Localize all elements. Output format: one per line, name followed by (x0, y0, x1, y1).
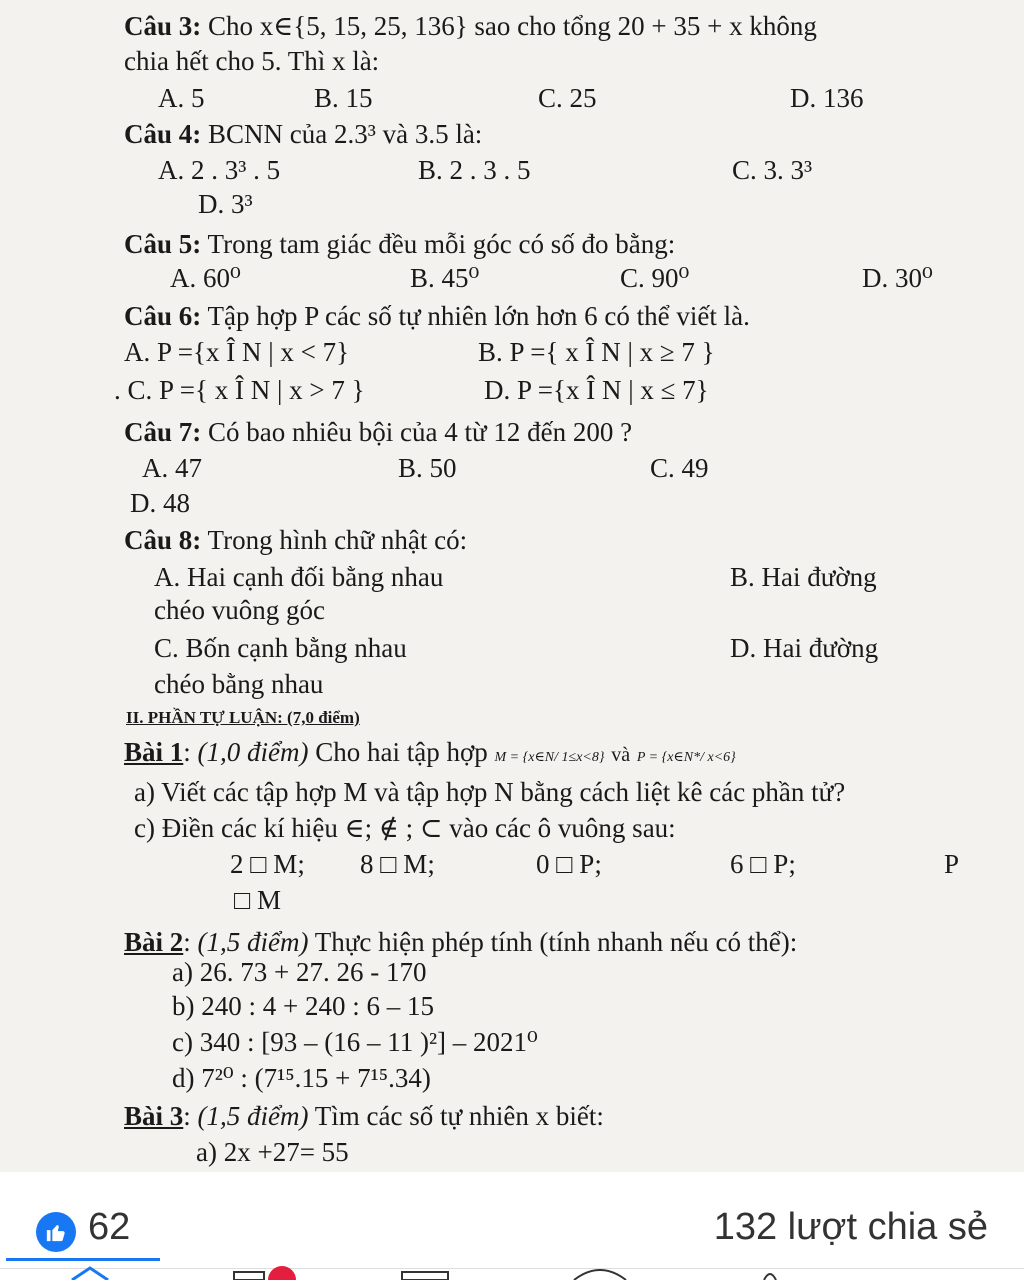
bai2-c: c) 340 : [93 – (16 – 11 )²] – 2021⁰ (172, 1027, 538, 1057)
bai1-fill-6: □ M (234, 885, 282, 915)
q8-option-a: A. Hai cạnh đối bằng nhau (154, 562, 444, 592)
bai2-d: d) 7²⁰ : (7¹⁵.15 + 7¹⁵.34) (172, 1063, 431, 1093)
bai2-a: a) 26. 73 + 27. 26 - 170 (172, 957, 427, 987)
q3-option-d: D. 136 (790, 83, 864, 113)
bai1-fill-5: P (944, 849, 960, 879)
q3-option-a: A. 5 (158, 83, 205, 113)
q8-option-d-cont: chéo bằng nhau (154, 669, 324, 699)
share-count[interactable]: 132 lượt chia sẻ (713, 1206, 988, 1248)
q3-option-c: C. 25 (538, 83, 597, 113)
bai1-c: c) Điền các kí hiệu ∈; ∉ ; ⊂ vào các ô vuông sau: (134, 813, 676, 843)
active-tab-indicator (6, 1258, 160, 1261)
thumbs-up-icon (45, 1221, 67, 1243)
q5-option-a: A. 60⁰ (170, 263, 241, 293)
q8-line: Câu 8: Trong hình chữ nhật có: (124, 525, 468, 555)
q6-option-a: A. P ={x Î N | x < 7} (124, 337, 350, 367)
bai1-fill-2: 8 □ M; (360, 849, 435, 879)
q4-option-a: A. 2 . 3³ . 5 (158, 155, 281, 185)
q5-option-c: C. 90⁰ (620, 263, 690, 293)
bai1-fill-3: 0 □ P; (536, 849, 602, 879)
q5-option-b: B. 45⁰ (410, 263, 480, 293)
like-count[interactable]: 62 (88, 1206, 131, 1248)
bai3-line: Bài 3: (1,5 điểm) Tìm các số tự nhiên x biết: (124, 1101, 604, 1131)
q7-option-c: C. 49 (650, 453, 709, 483)
profile-icon[interactable] (570, 1266, 630, 1280)
q7-line: Câu 7: Có bao nhiêu bội của 4 từ 12 đến 200 ? (124, 417, 633, 447)
q3-line2: chia hết cho 5. Thì x là: (124, 46, 380, 76)
q4-option-b: B. 2 . 3 . 5 (418, 155, 531, 185)
section-2-heading: II. PHẦN TỰ LUẬN: (7,0 điểm) (126, 708, 360, 727)
bell-icon[interactable] (750, 1266, 790, 1280)
q3-line1: Câu 3: Cho x∈{5, 15, 25, 136} sao cho tổng 20 + 35 + x không (124, 11, 817, 41)
q8-option-d: D. Hai đường (730, 633, 879, 663)
q6-line: Câu 6: Tập hợp P các số tự nhiên lớn hơn 6 có thể viết là. (124, 301, 750, 331)
bai1-a: a) Viết các tập hợp M và tập hợp N bằng cách liệt kê các phần tử? (134, 777, 846, 807)
divider (0, 1268, 1024, 1269)
home-icon[interactable] (70, 1266, 110, 1280)
bai3-a: a) 2x +27= 55 (196, 1137, 349, 1167)
bai1-line: Bài 1: (1,0 điểm) Cho hai tập hợp M = {x∈N/ 1≤x<8} và P = {x∈N*/ x<6} (124, 737, 736, 767)
like-reaction-icon[interactable] (36, 1212, 76, 1252)
q6-option-b: B. P ={ x Î N | x ≥ 7 } (478, 337, 715, 367)
bai2-line: Bài 2: (1,5 điểm) Thực hiện phép tính (tính nhanh nếu có thể): (124, 927, 798, 957)
q6-option-c: . C. P ={ x Î N | x > 7 } (114, 375, 365, 405)
q7-option-d: D. 48 (130, 488, 190, 518)
q7-option-a: A. 47 (142, 453, 202, 483)
menu-icon[interactable] (400, 1266, 450, 1280)
q7-option-b: B. 50 (398, 453, 457, 483)
q8-option-b-cont: chéo vuông góc (154, 595, 325, 625)
q8-option-c: C. Bốn cạnh bằng nhau (154, 633, 407, 663)
bai1-fill-4: 6 □ P; (730, 849, 796, 879)
q8-option-b: B. Hai đường (730, 562, 877, 592)
q4-option-d: D. 3³ (198, 189, 253, 219)
bai2-b: b) 240 : 4 + 240 : 6 – 15 (172, 991, 434, 1021)
q4-option-c: C. 3. 3³ (732, 155, 813, 185)
q4-line: Câu 4: BCNN của 2.3³ và 3.5 là: (124, 119, 483, 149)
notifications-icon[interactable] (230, 1266, 300, 1280)
bai1-fill-1: 2 □ M; (230, 849, 305, 879)
q6-option-d: D. P ={x Î N | x ≤ 7} (484, 375, 709, 405)
q5-line: Câu 5: Trong tam giác đều mỗi góc có số đo bằng: (124, 229, 676, 259)
q5-option-d: D. 30⁰ (862, 263, 933, 293)
q3-option-b: B. 15 (314, 83, 373, 113)
